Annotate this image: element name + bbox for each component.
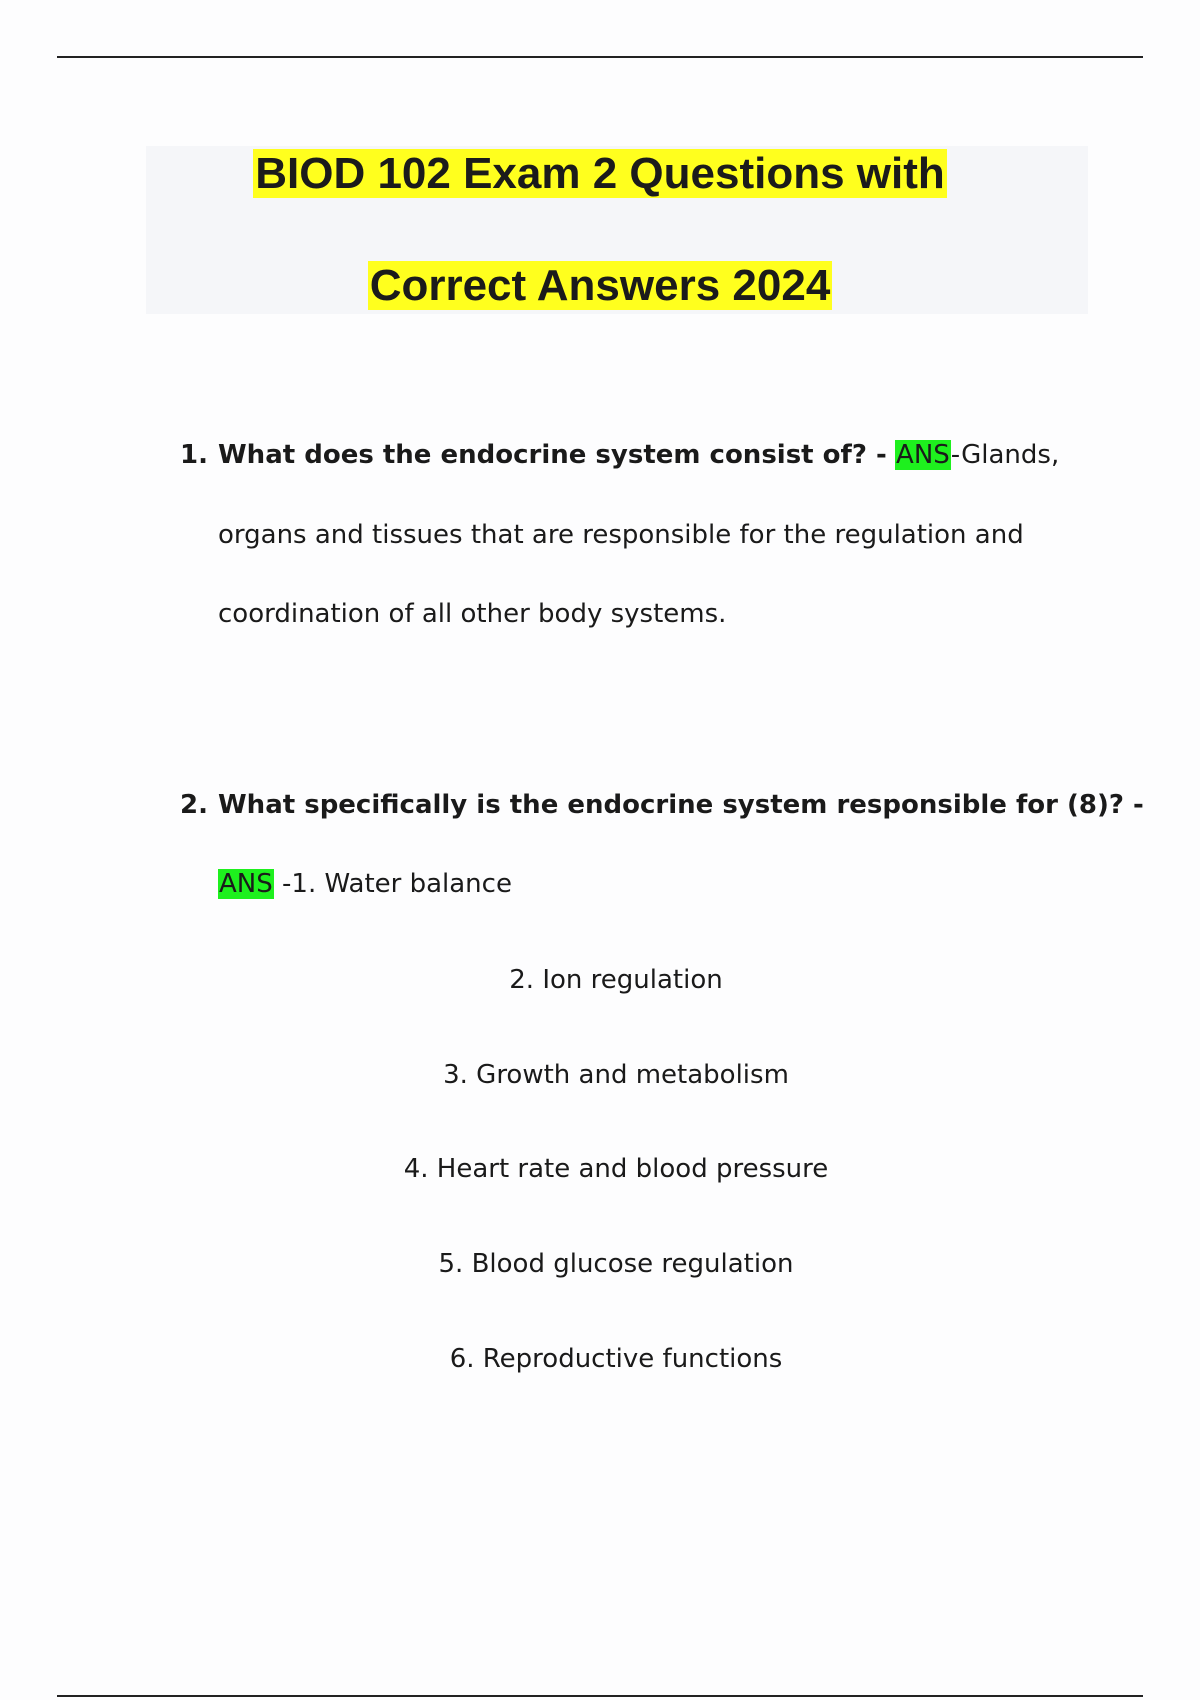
answer-line: organs and tissues that are responsible for the regulation and bbox=[218, 520, 1024, 550]
ans-label: ANS bbox=[219, 869, 273, 899]
document-title-line-2: Correct Answers 2024 bbox=[369, 261, 831, 310]
document-title-line-1: BIOD 102 Exam 2 Questions with bbox=[255, 149, 945, 198]
answer-text: -1. Water balance bbox=[282, 869, 512, 899]
question-2-answer-first bbox=[218, 869, 512, 899]
question-text: What does the endocrine system consist of? - bbox=[218, 440, 887, 470]
question-text: What specifically is the endocrine system responsible for (8)? - bbox=[218, 790, 1144, 820]
list-item: 4. Heart rate and blood pressure bbox=[403, 1154, 829, 1184]
ans-label: ANS bbox=[896, 440, 950, 470]
list-item: 2. Ion regulation bbox=[509, 965, 723, 995]
list-item: 5. Blood glucose regulation bbox=[438, 1249, 794, 1279]
answer-text: -Glands, bbox=[950, 440, 1060, 470]
question-1-line-1 bbox=[218, 440, 1059, 470]
question-number: 2. bbox=[180, 790, 208, 820]
list-item: 6. Reproductive functions bbox=[449, 1344, 783, 1374]
answer-line: coordination of all other body systems. bbox=[218, 599, 727, 629]
bottom-rule bbox=[57, 1695, 1143, 1697]
list-item: 3. Growth and metabolism bbox=[443, 1060, 789, 1090]
question-number: 1. bbox=[180, 440, 208, 470]
top-rule bbox=[57, 56, 1143, 58]
